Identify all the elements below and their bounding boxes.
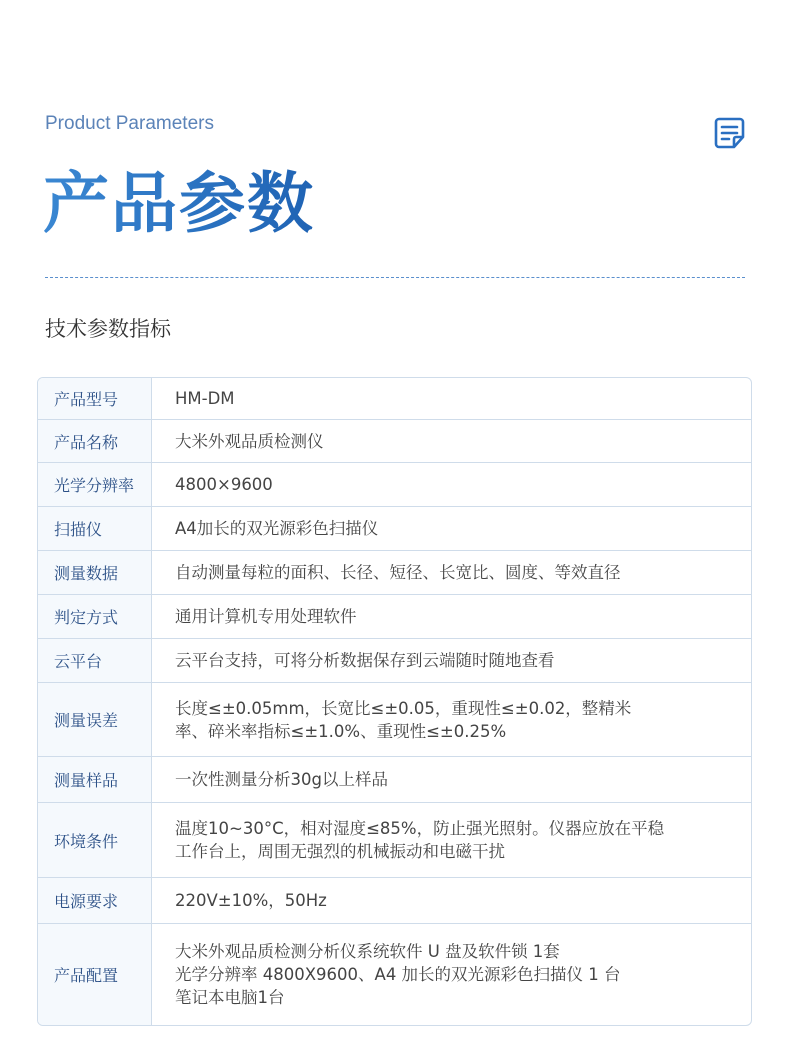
param-value: 大米外观品质检测分析仪系统软件 U 盘及软件锁 1套 光学分辨率 4800X9600、A4 加长的双光源彩色扫描仪 1 台 笔记本电脑1台 — [175, 942, 621, 1007]
param-value: 自动测量每粒的面积、长径、短径、长宽比、圆度、等效直径 — [175, 563, 621, 582]
section-title: 技术参数指标 — [45, 317, 171, 341]
document-icon — [713, 116, 747, 150]
param-label: 光学分辨率 — [38, 463, 152, 506]
table-row — [38, 682, 751, 756]
subtitle-en: Product Parameters — [45, 113, 214, 134]
param-value: A4加长的双光源彩色扫描仪 — [175, 519, 379, 538]
table-row — [38, 594, 751, 638]
table-row — [38, 756, 751, 802]
table-row — [38, 877, 751, 923]
param-value: 4800×9600 — [175, 475, 273, 494]
param-value: 通用计算机专用处理软件 — [175, 607, 357, 626]
param-label: 云平台 — [38, 639, 152, 682]
param-value: 长度≤±0.05mm，长宽比≤±0.05，重现性≤±0.02，整精米 率、碎米率指标≤±1.0%、重现性≤±0.25% — [175, 698, 632, 741]
table-row — [38, 506, 751, 550]
param-value: HM-DM — [175, 389, 235, 408]
table-row — [38, 923, 751, 1025]
param-label: 扫描仪 — [38, 507, 152, 550]
param-label: 产品配置 — [38, 924, 152, 1025]
param-label: 产品名称 — [38, 420, 152, 462]
param-value: 一次性测量分析30g以上样品 — [175, 770, 388, 789]
param-label: 电源要求 — [38, 878, 152, 923]
param-value: 220V±10%，50Hz — [175, 891, 327, 910]
param-label: 测量误差 — [38, 683, 152, 756]
parameter-table — [37, 377, 752, 1026]
table-row — [38, 378, 751, 419]
table-row — [38, 462, 751, 506]
param-label: 产品型号 — [38, 378, 152, 419]
param-label: 测量样品 — [38, 757, 152, 802]
param-value: 大米外观品质检测仪 — [175, 431, 324, 451]
divider — [45, 277, 745, 278]
param-label: 判定方式 — [38, 595, 152, 638]
table-row — [38, 802, 751, 877]
param-label: 环境条件 — [38, 803, 152, 877]
page-title: 产品参数 — [43, 163, 315, 245]
param-value: 温度10~30°C，相对湿度≤85%，防止强光照射。仪器应放在平稳 工作台上，周围无强烈的机械振动和电磁干扰 — [175, 819, 665, 861]
param-label: 测量数据 — [38, 551, 152, 594]
param-value: 云平台支持，可将分析数据保存到云端随时随地查看 — [175, 651, 555, 670]
table-row — [38, 550, 751, 594]
table-row — [38, 638, 751, 682]
table-row — [38, 419, 751, 462]
